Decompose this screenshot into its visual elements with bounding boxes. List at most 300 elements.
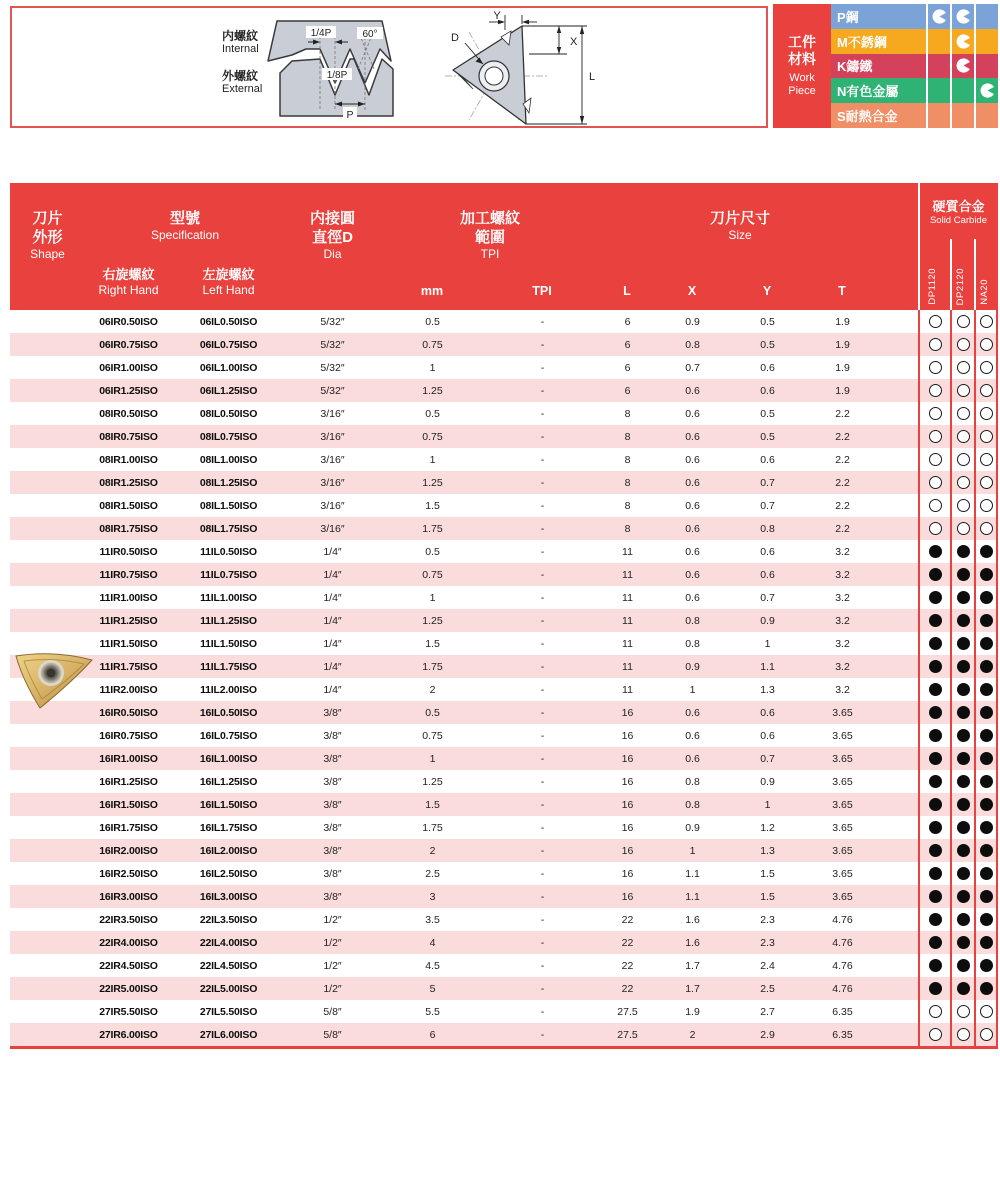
carbide-grade-cell (951, 798, 975, 811)
carbide-grade-cell (951, 430, 975, 443)
filled-circle-mark-icon (957, 637, 970, 650)
carbide-grade-cell (951, 660, 975, 673)
dim-y: 1.2 (760, 821, 775, 834)
model-left-hand: 08IL1.00ISO (199, 453, 258, 466)
model-right-hand: 22IR4.00ISO (99, 936, 158, 949)
carbide-grade-cell (919, 591, 951, 604)
carbide-grade-cell (951, 568, 975, 581)
pitch-mm: 0.5 (425, 545, 440, 558)
dim-t: 3.65 (832, 844, 853, 857)
table-row (10, 655, 998, 678)
dim-y: 0.7 (760, 591, 775, 604)
pitch-tpi: - (540, 660, 545, 673)
filled-circle-mark-icon (929, 844, 942, 857)
filled-circle-mark-icon (957, 982, 970, 995)
dim-t: 2.2 (835, 499, 850, 512)
inscribed-circle-dia: 5/32″ (320, 384, 345, 397)
carbide-grade-cell (975, 476, 998, 489)
dim-x: 0.6 (685, 522, 700, 535)
workpiece-material-label: S耐熱合金 (837, 109, 898, 125)
pitch-tpi: - (540, 683, 545, 696)
inscribed-circle-dia: 1/2″ (323, 982, 342, 995)
filled-circle-mark-icon (980, 982, 993, 995)
dim-t: 3.2 (835, 591, 850, 604)
open-circle-mark-icon (980, 1005, 993, 1018)
filled-circle-mark-icon (929, 890, 942, 903)
open-circle-mark-icon (929, 384, 942, 397)
pitch-mm: 1.25 (422, 476, 443, 489)
carbide-grade-cell (975, 407, 998, 420)
pitch-mm: 0.5 (425, 315, 440, 328)
filled-circle-mark-icon (957, 752, 970, 765)
carbide-grade-cell (919, 568, 951, 581)
filled-circle-mark-icon (980, 729, 993, 742)
filled-circle-mark-icon (980, 867, 993, 880)
carbide-grade-cell (951, 683, 975, 696)
model-left-hand: 16IL2.00ISO (199, 844, 258, 857)
table-row (10, 632, 998, 655)
filled-circle-mark-icon (980, 798, 993, 811)
open-circle-mark-icon (957, 453, 970, 466)
filled-circle-mark-icon (980, 683, 993, 696)
dim-y: 1.1 (760, 660, 775, 673)
inscribed-circle-dia: 3/16″ (320, 430, 345, 443)
dim-l: 6 (624, 315, 631, 328)
dim-l: 8 (624, 522, 631, 535)
open-circle-mark-icon (929, 430, 942, 443)
open-circle-mark-icon (929, 476, 942, 489)
model-right-hand: 16IR1.00ISO (99, 752, 158, 765)
model-right-hand: 11IR0.75ISO (99, 568, 158, 581)
dim-y: 0.8 (760, 522, 775, 535)
filled-circle-mark-icon (929, 637, 942, 650)
open-circle-mark-icon (929, 453, 942, 466)
carbide-grade-cell (975, 384, 998, 397)
model-right-hand: 08IR0.75ISO (99, 430, 158, 443)
filled-circle-mark-icon (980, 545, 993, 558)
carbide-grade-cell (919, 1005, 951, 1018)
table-row (10, 747, 998, 770)
dim-l: 16 (621, 798, 634, 811)
pitch-mm: 6 (429, 1028, 436, 1041)
model-right-hand: 27IR5.50ISO (99, 1005, 158, 1018)
filled-circle-mark-icon (980, 591, 993, 604)
dim-x: 0.6 (685, 476, 700, 489)
filled-circle-mark-icon (980, 821, 993, 834)
inscribed-circle-dia: 3/8″ (323, 798, 342, 811)
inscribed-circle-dia: 5/8″ (323, 1028, 342, 1041)
svg-text:L: L (589, 71, 596, 83)
carbide-grade-cell (951, 936, 975, 949)
filled-circle-mark-icon (957, 867, 970, 880)
dim-y: 1 (764, 798, 771, 811)
grade-mark-empty (950, 78, 974, 103)
dim-x: 0.8 (685, 775, 700, 788)
carbide-grade-cell (951, 361, 975, 374)
carbide-grade-cell (951, 844, 975, 857)
pacman-mark-icon (932, 9, 947, 24)
model-right-hand: 08IR1.00ISO (99, 453, 158, 466)
dim-x: 0.6 (685, 407, 700, 420)
workpiece-rows (831, 4, 998, 128)
carbide-grade-cell (919, 752, 951, 765)
carbide-grade-cell (919, 430, 951, 443)
carbide-grade-cell (975, 637, 998, 650)
dim-t: 3.2 (835, 660, 850, 673)
filled-circle-mark-icon (980, 775, 993, 788)
carbide-grade-cell (975, 568, 998, 581)
table-row (10, 862, 998, 885)
carbide-grade-cell (919, 844, 951, 857)
pitch-tpi: - (540, 798, 545, 811)
pitch-mm: 1.75 (422, 660, 443, 673)
dim-t: 3.65 (832, 706, 853, 719)
dim-l: 8 (624, 407, 631, 420)
pitch-mm: 1.5 (425, 798, 440, 811)
filled-circle-mark-icon (929, 614, 942, 627)
filled-circle-mark-icon (929, 775, 942, 788)
filled-circle-mark-icon (957, 959, 970, 972)
model-right-hand: 16IR1.25ISO (99, 775, 158, 788)
model-right-hand: 22IR3.50ISO (99, 913, 158, 926)
table-row (10, 586, 998, 609)
model-left-hand: 16IL1.25ISO (199, 775, 258, 788)
svg-text:60°: 60° (362, 29, 378, 40)
filled-circle-mark-icon (957, 706, 970, 719)
pitch-tpi: - (540, 453, 545, 466)
svg-text:X: X (570, 36, 578, 48)
dim-l: 11 (622, 614, 633, 627)
carbide-grade-cell (975, 706, 998, 719)
grade-mark-empty (974, 54, 998, 79)
carbide-grade-cell (951, 499, 975, 512)
open-circle-mark-icon (929, 499, 942, 512)
dim-x: 0.8 (685, 338, 700, 351)
open-circle-mark-icon (957, 476, 970, 489)
pitch-tpi: - (540, 936, 545, 949)
inscribed-circle-dia: 3/16″ (320, 453, 345, 466)
inscribed-circle-dia: 3/16″ (320, 407, 345, 420)
carbide-grade-cell (919, 775, 951, 788)
dim-t: 3.65 (832, 752, 853, 765)
table-row (10, 678, 998, 701)
carbide-grade-cell (951, 407, 975, 420)
filled-circle-mark-icon (957, 913, 970, 926)
pitch-mm: 0.75 (422, 729, 443, 742)
dim-t: 2.2 (835, 522, 850, 535)
dim-x: 0.6 (685, 545, 700, 558)
model-left-hand: 11IL2.00ISO (200, 683, 257, 696)
pitch-tpi: - (540, 752, 545, 765)
carbide-grade-cell (975, 752, 998, 765)
model-right-hand: 16IR1.75ISO (99, 821, 158, 834)
table-row (10, 1000, 998, 1023)
model-right-hand: 22IR4.50ISO (99, 959, 158, 972)
dim-y: 0.5 (760, 430, 775, 443)
unit-y: Y (762, 284, 772, 298)
table-row (10, 609, 998, 632)
dim-x: 1 (689, 683, 696, 696)
dim-x: 2 (689, 1028, 696, 1041)
pitch-tpi: - (540, 844, 545, 857)
pitch-mm: 1 (429, 361, 436, 374)
open-circle-mark-icon (980, 384, 993, 397)
pitch-tpi: - (540, 821, 545, 834)
dim-t: 3.2 (835, 637, 850, 650)
carbide-grade-cell (951, 959, 975, 972)
open-circle-mark-icon (980, 453, 993, 466)
filled-circle-mark-icon (957, 683, 970, 696)
open-circle-mark-icon (957, 384, 970, 397)
dim-x: 0.9 (685, 821, 700, 834)
carbide-grade-cell (919, 453, 951, 466)
carbide-grade-cell (919, 614, 951, 627)
table-header (10, 183, 998, 310)
pacman-mark-icon (956, 34, 971, 49)
dim-t: 3.2 (835, 614, 850, 627)
dim-t: 3.2 (835, 545, 850, 558)
table-row (10, 931, 998, 954)
filled-circle-mark-icon (957, 775, 970, 788)
carbide-grade-cell (951, 982, 975, 995)
dim-x: 1.1 (685, 867, 700, 880)
grade-mark-empty (950, 103, 974, 128)
filled-circle-mark-icon (957, 660, 970, 673)
inscribed-circle-dia: 5/8″ (323, 1005, 342, 1018)
model-left-hand: 22IL5.00ISO (199, 982, 258, 995)
filled-circle-mark-icon (980, 660, 993, 673)
dim-t: 3.65 (832, 775, 853, 788)
dim-x: 0.6 (685, 430, 700, 443)
model-left-hand: 08IL1.75ISO (199, 522, 258, 535)
carbide-grade-cell (951, 384, 975, 397)
grade-mark-empty (926, 29, 950, 54)
carbide-grade-cell (919, 959, 951, 972)
inscribed-circle-dia: 5/32″ (320, 361, 345, 374)
carbide-grade-cell (919, 706, 951, 719)
dim-t: 3.65 (832, 729, 853, 742)
carbide-grade-cell (975, 361, 998, 374)
pitch-tpi: - (540, 522, 545, 535)
model-left-hand: 22IL4.00ISO (199, 936, 258, 949)
dim-y: 0.6 (760, 453, 775, 466)
carbide-grade-cell (919, 315, 951, 328)
model-left-hand: 16IL1.50ISO (199, 798, 258, 811)
model-left-hand: 22IL4.50ISO (199, 959, 258, 972)
grade-mark-empty (926, 103, 950, 128)
table-row (10, 448, 998, 471)
filled-circle-mark-icon (929, 982, 942, 995)
inscribed-circle-dia: 3/16″ (320, 476, 345, 489)
dim-l: 22 (621, 936, 634, 949)
model-right-hand: 11IR1.75ISO (99, 660, 158, 673)
carbide-grade-cell (975, 499, 998, 512)
grade-mark-empty (974, 103, 998, 128)
dim-l: 8 (624, 499, 631, 512)
header-shape: 刀片 外形 Shape (30, 210, 65, 261)
carbide-grade-cell (951, 338, 975, 351)
workpiece-row (831, 29, 998, 54)
dim-y: 0.5 (760, 315, 775, 328)
dim-t: 4.76 (832, 982, 853, 995)
pitch-mm: 2 (429, 844, 436, 857)
inscribed-circle-dia: 3/8″ (323, 706, 342, 719)
workpiece-material-label: K鑄鐵 (837, 59, 873, 75)
filled-circle-mark-icon (929, 913, 942, 926)
dim-y: 2.3 (760, 913, 775, 926)
carbide-grade-cell (919, 867, 951, 880)
open-circle-mark-icon (980, 338, 993, 351)
filled-circle-mark-icon (929, 545, 942, 558)
dim-t: 3.65 (832, 890, 853, 903)
dim-x: 0.8 (685, 637, 700, 650)
workpiece-material-label: M不銹鋼 (837, 34, 887, 50)
dim-t: 1.9 (835, 315, 850, 328)
pitch-mm: 5 (429, 982, 436, 995)
carbide-grade-cell (975, 591, 998, 604)
model-left-hand: 16IL1.75ISO (199, 821, 258, 834)
carbide-grade-cell (951, 545, 975, 558)
dim-y: 0.6 (760, 568, 775, 581)
unit-mm: mm (420, 284, 444, 298)
pitch-tpi: - (540, 637, 545, 650)
grade-mark-empty (974, 29, 998, 54)
model-left-hand: 08IL0.75ISO (199, 430, 258, 443)
dim-l: 27.5 (617, 1005, 638, 1018)
insert-photo (6, 636, 100, 714)
filled-circle-mark-icon (957, 844, 970, 857)
inscribed-circle-dia: 1/4″ (323, 637, 342, 650)
dim-t: 1.9 (835, 338, 850, 351)
model-right-hand: 08IR1.25ISO (99, 476, 158, 489)
model-right-hand: 16IR0.75ISO (99, 729, 158, 742)
carbide-grade-cell (951, 1005, 975, 1018)
dim-y: 1.5 (760, 867, 775, 880)
carbide-grade-cell (951, 752, 975, 765)
dim-l: 8 (624, 476, 631, 489)
carbide-grade-cell (975, 522, 998, 535)
dim-l: 11 (622, 545, 633, 558)
inscribed-circle-dia: 3/8″ (323, 890, 342, 903)
model-right-hand: 16IR0.50ISO (99, 706, 158, 719)
pitch-tpi: - (540, 430, 545, 443)
pitch-tpi: - (540, 591, 545, 604)
inscribed-circle-dia: 3/8″ (323, 844, 342, 857)
dim-x: 0.6 (685, 591, 700, 604)
dim-l: 6 (624, 361, 631, 374)
dim-y: 0.6 (760, 545, 775, 558)
pitch-mm: 5.5 (425, 1005, 440, 1018)
dim-y: 0.6 (760, 729, 775, 742)
table-row (10, 494, 998, 517)
filled-circle-mark-icon (980, 936, 993, 949)
model-right-hand: 16IR1.50ISO (99, 798, 158, 811)
inscribed-circle-dia: 1/2″ (323, 936, 342, 949)
open-circle-mark-icon (957, 361, 970, 374)
model-right-hand: 06IR1.25ISO (99, 384, 158, 397)
filled-circle-mark-icon (929, 706, 942, 719)
pitch-mm: 0.75 (422, 430, 443, 443)
carbide-grade-cell (951, 890, 975, 903)
pitch-mm: 3.5 (425, 913, 440, 926)
carbide-grade-cell (951, 637, 975, 650)
inscribed-circle-dia: 1/4″ (323, 591, 342, 604)
table-row (10, 908, 998, 931)
model-right-hand: 27IR6.00ISO (99, 1028, 158, 1041)
dim-l: 6 (624, 384, 631, 397)
table-row (10, 425, 998, 448)
unit-tpi: TPI (532, 284, 552, 298)
dim-y: 1.5 (760, 890, 775, 903)
model-right-hand: 06IR1.00ISO (99, 361, 158, 374)
filled-circle-mark-icon (980, 844, 993, 857)
model-right-hand: 08IR1.50ISO (99, 499, 158, 512)
grade-mark-empty (974, 4, 998, 29)
carbide-grade-cell (919, 499, 951, 512)
carbide-grade-cell (919, 545, 951, 558)
pitch-mm: 1.5 (425, 499, 440, 512)
dim-y: 0.7 (760, 752, 775, 765)
pacman-mark-icon (956, 58, 971, 73)
table-row (10, 356, 998, 379)
carbide-grade-cell (919, 798, 951, 811)
dim-x: 1.7 (685, 959, 700, 972)
dim-t: 6.35 (832, 1028, 853, 1041)
dim-y: 2.4 (760, 959, 775, 972)
dim-l: 22 (621, 913, 634, 926)
dim-y: 2.3 (760, 936, 775, 949)
model-right-hand: 11IR1.00ISO (99, 591, 158, 604)
model-left-hand: 22IL3.50ISO (199, 913, 258, 926)
filled-circle-mark-icon (957, 798, 970, 811)
carbide-grade-cell (975, 1005, 998, 1018)
open-circle-mark-icon (929, 338, 942, 351)
dim-t: 4.76 (832, 936, 853, 949)
inscribed-circle-dia: 5/32″ (320, 338, 345, 351)
thread-profile-diagram (262, 11, 397, 123)
model-right-hand: 06IR0.75ISO (99, 338, 158, 351)
carbide-grade-cell (919, 729, 951, 742)
dim-x: 1.1 (685, 890, 700, 903)
filled-circle-mark-icon (957, 568, 970, 581)
carbide-grade-cell (919, 890, 951, 903)
carbide-grade-cell (951, 821, 975, 834)
workpiece-material-label: P鋼 (837, 9, 859, 25)
dim-x: 0.8 (685, 798, 700, 811)
pitch-tpi: - (540, 1028, 545, 1041)
dim-x: 0.6 (685, 729, 700, 742)
dim-t: 1.9 (835, 384, 850, 397)
dim-x: 1.7 (685, 982, 700, 995)
workpiece-row (831, 54, 998, 79)
carbide-grade-cell (975, 545, 998, 558)
table-row (10, 885, 998, 908)
table-row (10, 1023, 998, 1046)
model-left-hand: 16IL1.00ISO (199, 752, 258, 765)
model-right-hand: 11IR1.25ISO (99, 614, 158, 627)
table-row (10, 816, 998, 839)
svg-text:D: D (451, 32, 459, 44)
model-left-hand: 16IL2.50ISO (199, 867, 258, 880)
filled-circle-mark-icon (929, 660, 942, 673)
dim-l: 11 (622, 637, 633, 650)
grade-dp2120: DP2120 (955, 267, 966, 305)
filled-circle-mark-icon (980, 568, 993, 581)
filled-circle-mark-icon (929, 959, 942, 972)
carbide-grade-cell (975, 913, 998, 926)
dim-x: 0.8 (685, 614, 700, 627)
filled-circle-mark-icon (980, 959, 993, 972)
